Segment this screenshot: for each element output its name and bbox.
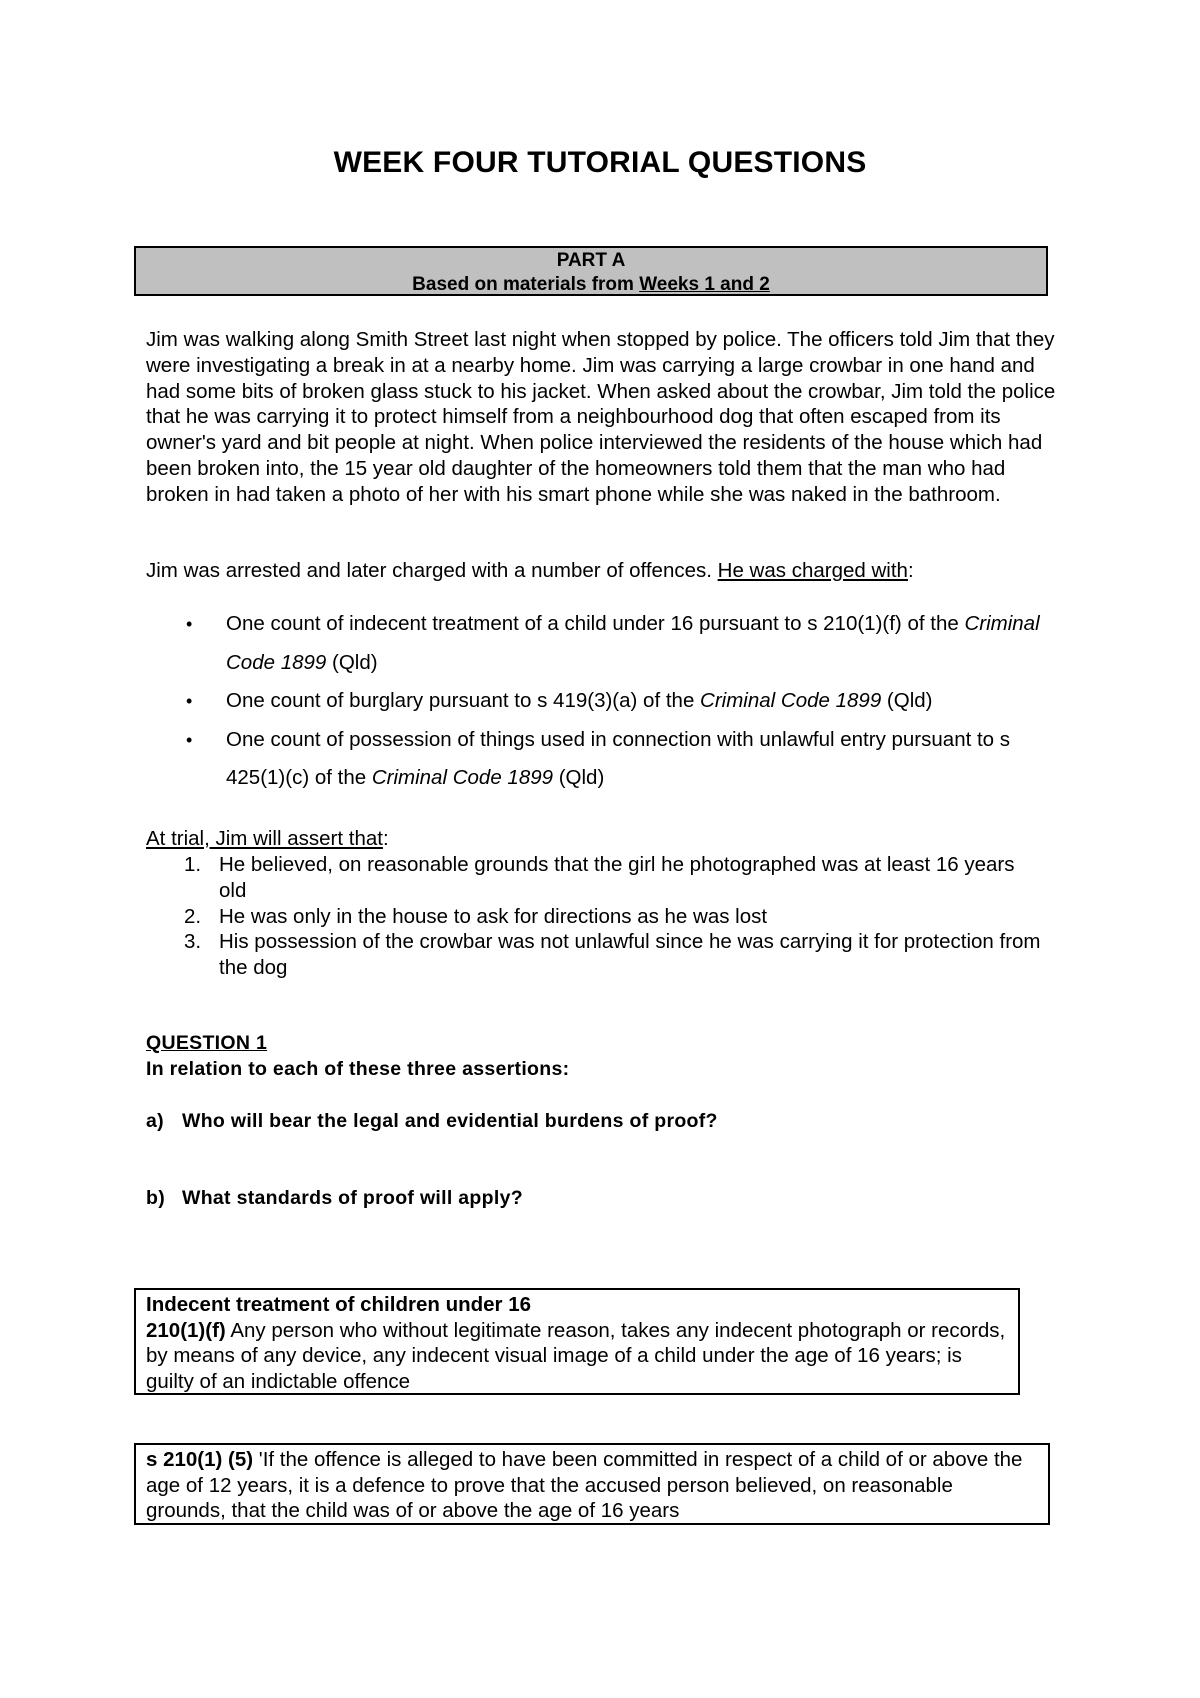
list-item <box>146 682 1066 721</box>
statute-box-body <box>146 1318 1008 1395</box>
statute-jurisdiction: (Qld) <box>326 650 378 674</box>
part-subtitle <box>136 273 1046 297</box>
bullet: • <box>186 614 193 634</box>
list-item <box>146 852 1046 904</box>
part-label: PART A <box>556 250 626 271</box>
statute-name: Criminal Code 1899 <box>700 689 882 712</box>
statute-box-heading: Indecent treatment of children under 16 <box>146 1293 532 1316</box>
part-subtitle-prefix: Based on materials from <box>412 274 640 295</box>
list-item <box>146 605 1066 682</box>
assertion-number: 2. <box>184 904 202 928</box>
assertions-heading <box>146 826 389 852</box>
charges-list <box>146 605 1066 798</box>
page-title: WEEK FOUR TUTORIAL QUESTIONS <box>333 146 867 179</box>
assertion-text: He believed, on reasonable grounds that the girl he photographed was at least 16 years old <box>219 853 1015 902</box>
assertions-heading-colon: : <box>382 827 389 850</box>
question-intro: In relation to each of these three assertions: <box>146 1058 570 1080</box>
charged-paragraph <box>146 558 1066 584</box>
statute-box-210-1-f <box>134 1288 1020 1395</box>
statute-section: 210(1)(f) <box>146 1318 226 1342</box>
statute-jurisdiction: (Qld) <box>881 689 933 712</box>
charged-with: He was charged with <box>717 559 908 582</box>
bullet: • <box>186 729 193 750</box>
assertions-heading-text: At trial, Jim will assert that <box>146 827 383 850</box>
question-title: QUESTION 1 <box>146 1032 268 1054</box>
question-part-b <box>146 1186 523 1212</box>
part-a-header <box>134 246 1048 296</box>
statute-text: 'If the offence is alleged to have been committed in respect of a child of or above the age of 12 years, it is a defence to prove that the accused person believed, on reasonable grounds, that the child was of or above the age of 16 years <box>146 1448 1023 1523</box>
statute-name: Criminal Code 1899 <box>226 612 1040 674</box>
assertions-list <box>146 852 1046 981</box>
assertion-text: His possession of the crowbar was not unlawful since he was carrying it for protection from the dog <box>219 930 1041 980</box>
question-part-text: Who will bear the legal and evidential burdens of proof? <box>182 1110 718 1132</box>
statute-box-body <box>146 1447 1038 1524</box>
assertion-number: 1. <box>184 853 202 876</box>
list-item <box>146 929 1046 981</box>
statute-name: Criminal Code 1899 <box>371 766 554 789</box>
charged-colon: : <box>907 559 914 582</box>
bullet: • <box>186 691 193 711</box>
statute-section: s 210(1) (5) <box>146 1448 254 1471</box>
assertion-number: 3. <box>184 930 202 954</box>
list-item <box>146 721 1066 798</box>
charge-text: One count of possession of things used in connection with unlawful entry pursuant to s 425(1)(c) of the <box>226 727 1011 789</box>
assertion-text: He was only in the house to ask for directions as he was lost <box>219 904 768 928</box>
question-part-a <box>146 1109 718 1135</box>
charge-text: One count of indecent treatment of a child under 16 pursuant to s 210(1)(f) of the <box>226 612 965 635</box>
part-subtitle-weeks: Weeks 1 and 2 <box>639 274 770 295</box>
charged-intro: Jim was arrested and later charged with a number of offences. <box>146 559 718 582</box>
question-part-label: b) <box>146 1187 166 1209</box>
question-part-text: What standards of proof will apply? <box>182 1187 523 1209</box>
statute-jurisdiction: (Qld) <box>553 766 605 789</box>
list-item <box>146 904 1046 930</box>
question-part-label: a) <box>146 1110 164 1132</box>
statute-box-210-1-5 <box>134 1443 1050 1525</box>
scenario-paragraph: Jim was walking along Smith Street last night when stopped by police. The officers told Jim that they were investigating a break in at a nearby home. Jim was carrying a large crowbar in one hand and had some bits of broken glass stuck to his jacket. When asked about the crowbar, Jim told the police that he was carrying it to protect himself from a neighbourhood dog that often escaped from its owner's yard and bit people at night. When police interviewed the residents of the house which had been broken into, the 15 year old daughter of the homeowners told them that the man who had broken in had taken a photo of her with his smart phone while she was naked in the bathroom. <box>146 328 1056 506</box>
statute-text: Any person who without legitimate reason, takes any indecent photograph or records, by means of any device, any indecent visual image of a child under the age of 16 years; is guilty of an indictable offence <box>146 1318 1006 1393</box>
charge-text: One count of burglary pursuant to s 419(3)(a) of the <box>226 689 701 712</box>
